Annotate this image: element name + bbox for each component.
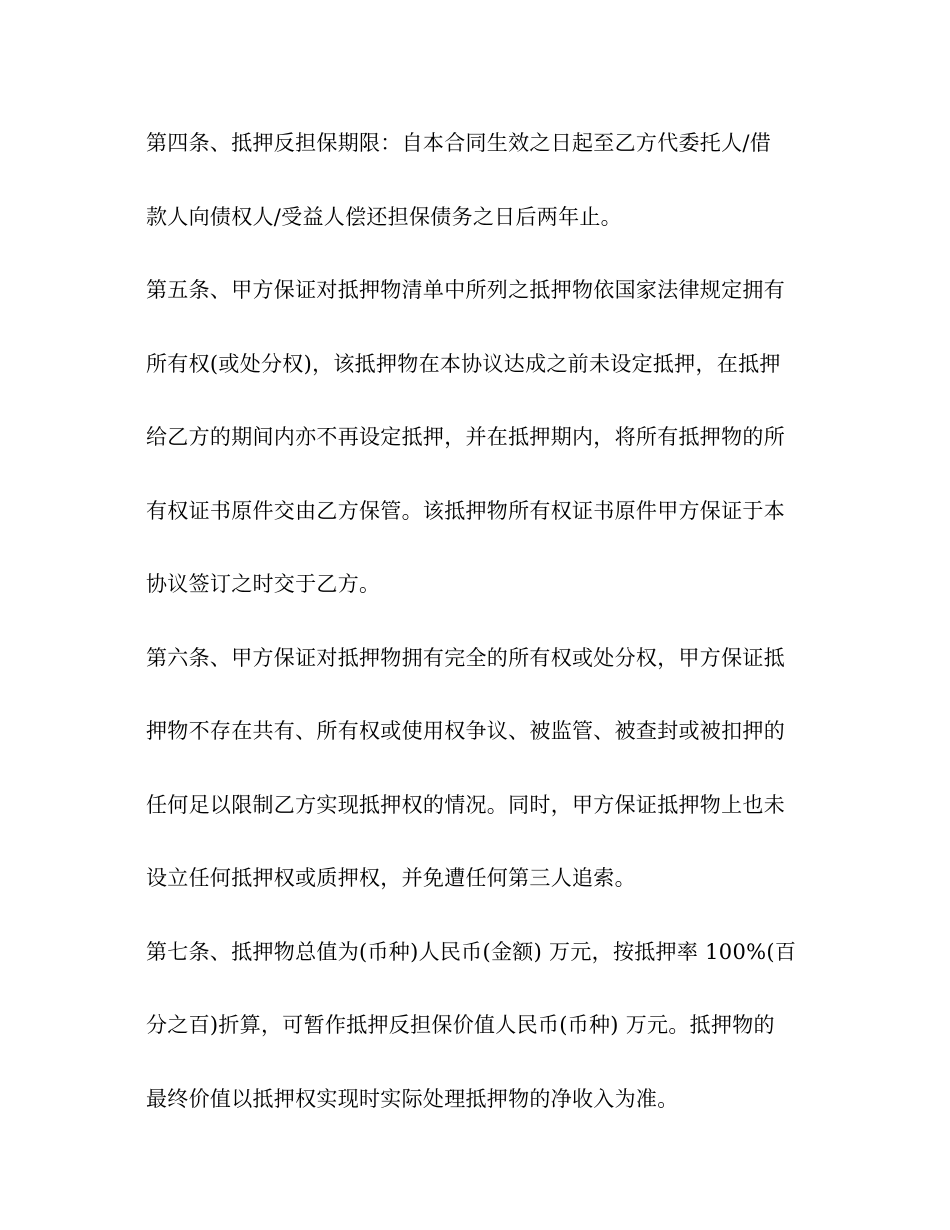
text-line: 第六条、甲方保证对抵押物拥有完全的所有权或处分权，甲方保证抵 [146,645,785,670]
text-line: 有权证书原件交由乙方保管。该抵押物所有权证书原件甲方保证于本 [146,498,785,523]
contract-body [146,122,811,1151]
text-line: 所有权(或处分权)，该抵押物在本协议达成之前未设定抵押，在抵押 [146,351,781,376]
text-line: 押物不存在共有、所有权或使用权争议、被监管、被查封或被扣押的 [146,719,785,743]
text-line: 款人向债权人/受益人偿还担保债务之日后两年止。 [146,204,622,229]
text-line: 给乙方的期间内亦不再设定抵押，并在抵押期内，将所有抵押物的所 [146,425,785,449]
text-line: 设立任何抵押权或质押权，并免遭任何第三人追索。 [146,866,636,890]
text-line: 协议签订之时交于乙方。 [146,572,381,596]
text-line: 第七条、抵押物总值为(币种)人民币(金额) 万元，按抵押率 100%(百 [146,939,797,964]
text-line: 第四条、抵押反担保期限：自本合同生效之日起至乙方代委托人/借 [146,131,772,155]
text-line: 第五条、甲方保证对抵押物清单中所列之抵押物依国家法律规定拥有 [146,278,785,302]
text-line: 分之百)折算，可暂作抵押反担保价值人民币(币种) 万元。抵押物的 [146,1013,775,1037]
text-line: 任何足以限制乙方实现抵押权的情况。同时，甲方保证抵押物上也未 [146,792,785,817]
text-line: 最终价值以抵押权实现时实际处理抵押物的净收入为准。 [146,1086,679,1111]
